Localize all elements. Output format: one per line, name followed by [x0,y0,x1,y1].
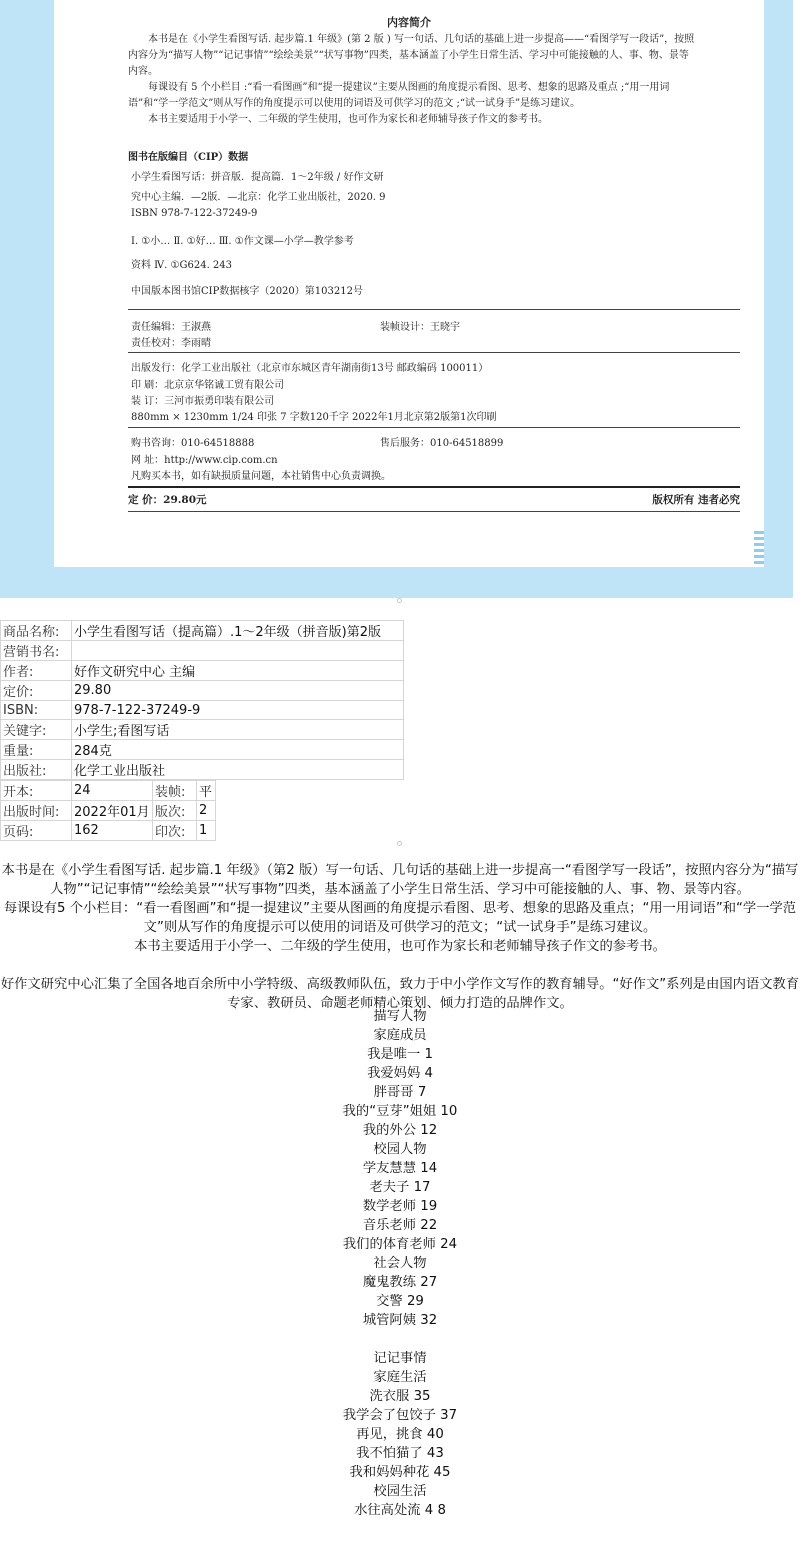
toc-entry: 我们的体育老师 24 [342,1237,458,1252]
info-key: 印次: [153,821,197,841]
cip-number: 中国版本图书馆CIP数据核字（2020）第103212号 [131,286,363,297]
divider [128,352,740,353]
divider [128,511,740,512]
toc-entry: 老夫子 17 [369,1180,431,1195]
info-value: 29.80 [72,681,404,701]
info-value: 小学生;看图写话 [72,720,404,740]
book-scan-frame [0,0,793,598]
toc-entry: 交警 29 [376,1294,424,1309]
info-value [72,641,404,661]
product-info-table [0,620,404,780]
rights-notice: 版权所有 违者必究 [652,494,740,506]
info-value: 284克 [72,740,404,760]
info-value: 2 [197,801,216,821]
toc-entry: 魔鬼教练 27 [362,1275,438,1290]
description-paragraph: 本书主要适用于小学一、二年级的学生使用，也可作为家长和老师辅导孩子作文的参考书。 [134,939,666,954]
info-key: 定价: [1,681,72,701]
toc-entry: 我学会了包饺子 37 [342,1408,458,1423]
info-key: 页码: [1,821,72,841]
scan-intro-1: 本书是在《小学生看图写话. 起步篇.1 年级》(第 2 版 ) 写一句话、几句话的基础上进一步提高——“看图学写一段话”，按照内容分为“描写人物”“记记事情”“绘绘美景”“状写事物”四类，基本涵盖了小学生日常生活、学习中可能接触的人、事、物、景等内容。 [128,34,695,77]
toc-entry: 我的外公 12 [362,1123,438,1138]
scan-intro-2: 每课设有 5 个小栏目 :“看一看图画”和“提一提建议”主要从图画的角度提示看图、思考、想象的思路及重点 ;“用一用词语”和“学一学范文”则从写作的角度提示可以使用的词语及可供学习的范文 ;“试一试身手”是练习建议。 [128,82,670,109]
proofreader: 责任校对：李雨晴 [131,338,211,349]
price: 定 价：29.80元 [128,494,207,506]
info-key: 版次: [153,801,197,821]
toc-entry: 校园生活 [373,1484,427,1499]
info-key: 作者: [1,661,72,681]
info-key: 商品名称: [1,621,72,641]
info-key: ISBN: [1,701,72,720]
info-key: 重量: [1,740,72,760]
book-description [0,861,800,956]
toc-entry: 我的“豆芽”姐姐 10 [342,1104,458,1119]
toc-entry: 水往高处流 4 8 [354,1503,446,1518]
description-paragraph: 每课设有5 个小栏目：“看一看图画”和“提一提建议”主要从图画的角度提示看图、思考、想象的思路及重点；“用一用词语”和“学一学范文”则从写作的角度提示可以使用的词语及可供学习的范文；“试一试身手”是练习建议。 [3,901,797,935]
info-value: 1 [197,821,216,841]
toc-entry: 家庭成员 [373,1028,427,1043]
publisher-line: 出版发行：化学工业出版社（北京市东城区青年湖南街13号 邮政编码 100011） [131,363,489,374]
info-row [1,781,216,801]
cip-heading: 图书在版编目（CIP）数据 [128,152,249,163]
designer: 装帧设计：王晓宇 [380,322,460,333]
toc-entry: 音乐老师 22 [362,1218,438,1233]
toc-entry: 我不怕猫了 43 [356,1446,444,1461]
toc-entry: 校园人物 [373,1142,427,1157]
toc-entry: 家庭生活 [373,1370,427,1385]
info-row [1,681,404,701]
info-row [1,821,216,841]
scan-intro-3: 本书主要适用于小学一、二年级的学生使用，也可作为家长和老师辅导孩子作文的参考书。 [148,114,548,125]
toc-entry: 学友慧慧 14 [362,1161,438,1176]
printer-line: 印 刷：北京京华铭诚工贸有限公司 [131,380,285,391]
copyright-page-scan [54,0,764,567]
aftersales-phone: 售后服务：010-64518899 [380,438,504,449]
info-row [1,701,404,720]
page-edge-stripes [754,528,764,566]
info-key: 关键字: [1,720,72,740]
info-value: 978-7-122-37249-9 [72,701,404,720]
toc-entry: 再见，挑食 40 [356,1427,444,1442]
format-line: 880mm × 1230mm 1/24 印张 7 字数120千字 2022年1月北京第2版第1次印刷 [131,412,497,423]
binder-line: 装 订：三河市振勇印装有限公司 [131,396,275,407]
product-info-table-2 [0,780,216,841]
divider [128,309,740,310]
toc-entry: 我爱妈妈 4 [367,1066,433,1081]
info-row [1,801,216,821]
info-value: 小学生看图写话（提高篇）.1～2年级（拼音版)第2版 [72,621,404,641]
price-row [128,492,740,507]
info-row [1,760,404,780]
editor: 责任编辑：王淑燕 [131,322,211,333]
info-row [1,740,404,760]
info-key: 营销书名: [1,641,72,661]
divider [128,486,740,488]
info-value: 2022年01月 [72,801,153,821]
toc-entry: 城管阿姨 32 [362,1313,438,1328]
notice: 凡购买本书，如有缺损质量问题，本社销售中心负责调换。 [131,471,391,482]
toc-entry: 胖哥哥 7 [373,1085,427,1100]
scan-title: 内容简介 [387,16,431,29]
description-paragraph: 本书是在《小学生看图写话. 起步篇.1 年级》（第2 版）写一句话、几句话的基础上进一步提高一“看图学写一段话”，按照内容分为“描写人物”“记记事情”“绘绘美景”“状写事物”四类，基本涵盖了小学生日常生活、学习中可能接触的人、事、物、景等内容。 [1,863,799,897]
info-value: 好作文研究中心 主编 [72,661,404,681]
separator-dot [397,841,402,846]
divider [128,427,740,428]
toc-entry: 社会人物 [373,1256,427,1271]
info-key: 出版社: [1,760,72,780]
info-row [1,720,404,740]
cip-isbn: ISBN 978-7-122-37249-9 [131,208,258,219]
info-value: 24 [72,781,153,801]
toc-entry: 我和妈妈种花 45 [349,1465,451,1480]
cip-line: Ⅰ. ①小… Ⅱ. ①好… Ⅲ. ①作文课—小学—教学参考 [131,236,354,247]
info-value: 平 [197,781,216,801]
cip-line: 资料 Ⅳ. ①G624. 243 [131,260,233,271]
info-key: 出版时间: [1,801,72,821]
toc-entry: 我是唯一 1 [367,1047,433,1062]
info-key: 开本: [1,781,72,801]
website: 网 址：http://www.cip.com.cn [131,455,278,466]
about-paragraph: 好作文研究中心汇集了全国各地百余所中小学特级、高级教师队伍，致力于中小学作文写作的教育辅导。“好作文”系列是由国内语文教育专家、教研员、命题老师精心策划、倾力打造的品牌作文。 [0,977,800,1011]
info-value: 162 [72,821,153,841]
info-row [1,661,404,681]
separator-dot [397,598,402,603]
toc-entry: 数学老师 19 [362,1199,438,1214]
info-value: 化学工业出版社 [72,760,404,780]
toc-entry: 描写人物 [373,1009,427,1024]
info-row [1,641,404,661]
table-of-contents [0,1007,800,1520]
purchase-phone: 购书咨询：010-64518888 [131,438,255,449]
cip-line: 小学生看图写话：拼音版．提高篇．1～2年级 / 好作文研 [131,172,384,183]
toc-entry: 洗衣服 35 [369,1389,431,1404]
info-row [1,621,404,641]
toc-entry: 记记事情 [373,1351,427,1366]
info-key: 装帧: [153,781,197,801]
cip-line: 究中心主编．—2版．—北京：化学工业出版社，2020. 9 [131,192,386,203]
